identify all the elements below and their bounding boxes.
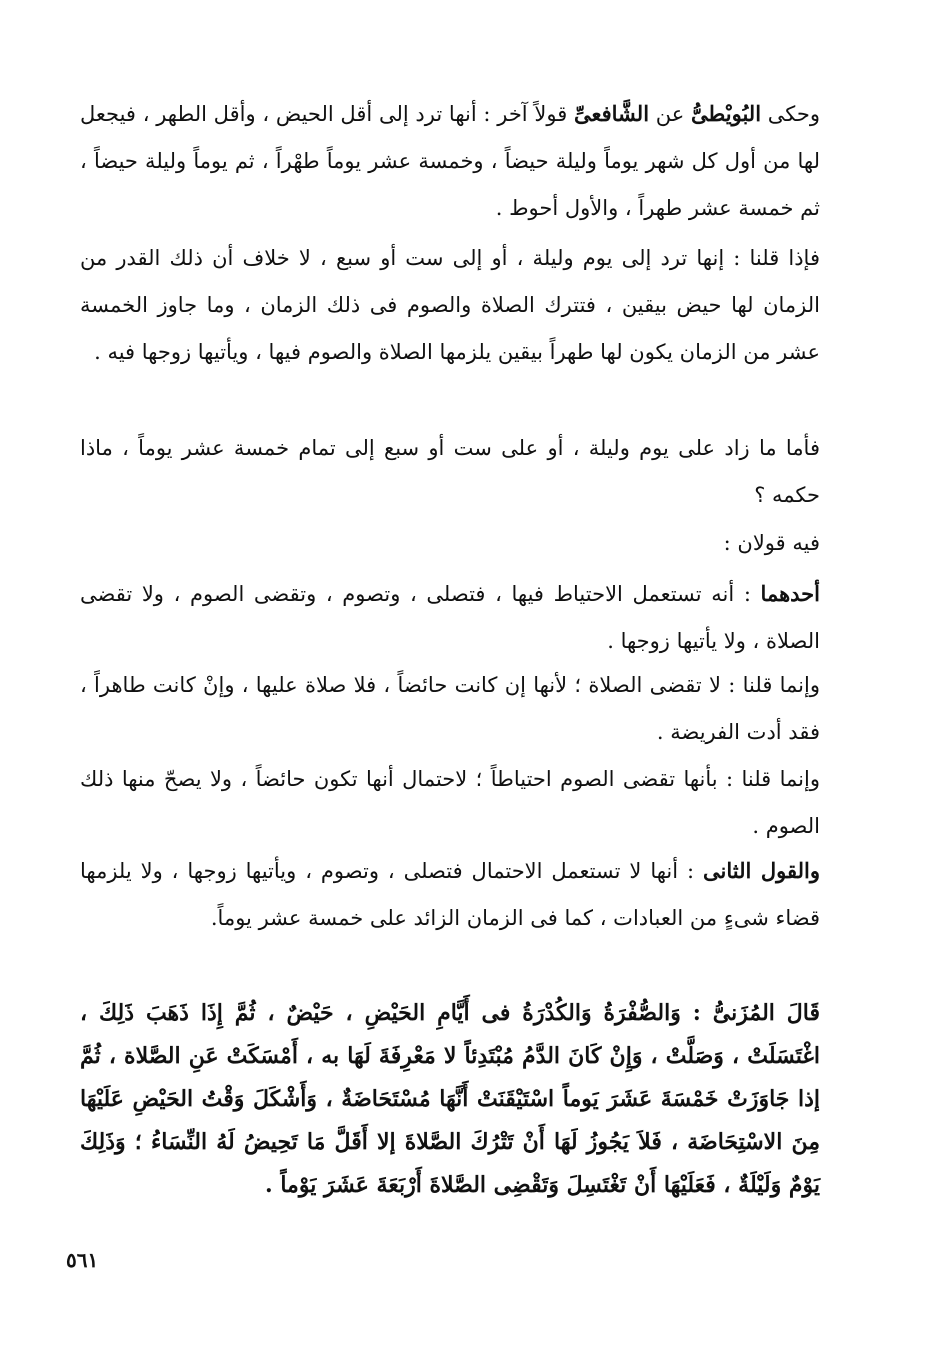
name-buwayti: البُويْطىُّ — [691, 101, 762, 126]
paragraph-text: : أنها لا تستعمل الاحتمال فتصلى ، وتصوم ، ويأتيها زوجها ، ولا يلزمها قضاء شىءٍ من العبادات ، كما فى الزمان الزائد على خمسة عشر يوماً. — [80, 859, 820, 930]
paragraph-lead: والقول الثانى — [703, 858, 820, 883]
paragraph-prayer-reason — [80, 662, 820, 756]
name-shafii: الشَّافعىِّ — [573, 101, 650, 126]
paragraph-fast-reason — [80, 756, 820, 850]
muzani-quote — [80, 992, 820, 1207]
paragraph-text: : أنه تستعمل الاحتياط فيها ، فتصلى ، وتصوم ، وتقضى الصوم ، ولا تقضى الصلاة ، ولا يأتيها زوجها . — [80, 582, 820, 653]
paragraph-middle: عن — [649, 102, 692, 126]
paragraph-question — [80, 425, 820, 519]
paragraph-text: فيه قولان : — [723, 531, 820, 555]
paragraph-lead: أحدهما — [760, 581, 820, 606]
quote-text: : وَالصُّفْرَةُ وَالكُدْرَةُ فى أَيَّامِ الحَيْضِ ، حَيْضٌ ، ثُمَّ إِذَا ذَهَبَ ذَلِكَ ، اغْتَسَلَتْ ، وَصَلَّتْ ، وَإِنْ كَانَ الدَّمُ مُبْتَدِئاً لا مَعْرِفَةَ لَهَا به ، أَمْسَكَتْ عَنِ الصَّلاة ، ثُمَّ إذا جَاوَزَتْ خَمْسَةَ عَشَرَ يَوماً اسْتَيْقَنَتْ أَنَّهَا مُسْتَحَاضَةٌ ، وَأَشْكَلَ وَقْتُ الحَيْضِ عَلَيْهَا مِنَ الاسْتِحَاضَة ، فَلاَ يَجُوزُ لَهَا أَنْ تَتْرُكَ الصَّلاةَ إلا أَقَلَّ مَا تَحِيضُ لَهُ النِّسَاءُ ؛ وَذَلِكَ يَوْمٌ وَلَيْلَةٌ ، فَعَلَيْهَا أَنْ تَغْتَسِلَ وَتَقْضِى الصَّلاةَ أَرْبَعَةَ عَشَرَ يَوْماً . — [80, 1000, 820, 1198]
paragraph-text: فإذا قلنا : إنها ترد إلى يوم وليلة ، أو إلى ست أو سبع ، لا خلاف أن ذلك القدر من الزمان لها حيض بيقين ، فتترك الصلاة والصوم فى ذلك الزمان ، وما جاوز الخمسة عشر من الزمان يكون لها طهراً بيقين يلزمها الصلاة والصوم فيها ، ويأتيها زوجها فيه . — [80, 246, 820, 364]
paragraph-text: قولاً آخر : أنها ترد إلى أقل الحيض ، وأقل الطهر ، فيجعل لها من أول كل شهر يوماً وليلة حيضاً ، وخمسة عشر يوماً طهْراً ، ثم يوماً وليلة حيضاً ، ثم خمسة عشر طهراً ، والأول أحوط . — [80, 102, 820, 220]
paragraph-first-opinion — [80, 570, 820, 665]
paragraph-second-opinion — [80, 847, 820, 942]
quote-lead: قَالَ المُزَنىُّ — [712, 1000, 820, 1026]
page-number: ٥٦١ — [66, 1248, 99, 1272]
paragraph-text: فأما ما زاد على يوم وليلة ، أو على ست أو سبع إلى تمام خمسة عشر يوماً ، ماذا حكمه ؟ — [80, 436, 820, 507]
paragraph-text: وإنما قلنا : لا تقضى الصلاة ؛ لأنها إن كانت حائضاً ، فلا صلاة عليها ، وإنْ كانت طاهراً ، فقد أدت الفريضة . — [80, 673, 820, 744]
paragraph-buwayti-opinion — [80, 90, 820, 232]
paragraph-certain-period — [80, 235, 820, 376]
paragraph-prefix: وحكى — [761, 102, 820, 126]
paragraph-two-opinions — [80, 520, 820, 567]
paragraph-text: وإنما قلنا : بأنها تقضى الصوم احتياطاً ؛ لاحتمال أنها تكون حائضاً ، ولا يصحّ منها ذلك الصوم . — [80, 767, 820, 838]
